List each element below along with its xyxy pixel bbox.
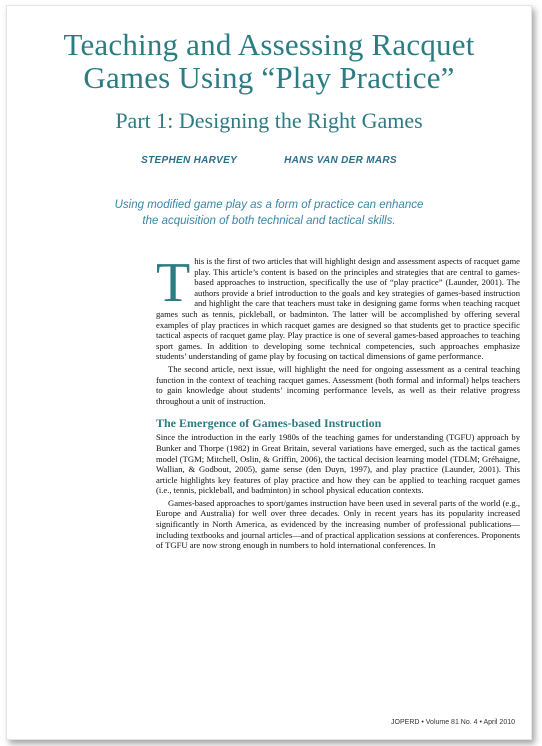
journal-footer: JOPERD • Volume 81 No. 4 • April 2010 xyxy=(391,719,515,726)
article-body xyxy=(156,252,520,551)
intro-paragraph xyxy=(156,252,520,362)
article-subtitle: Part 1: Designing the Right Games xyxy=(115,108,423,133)
deck-line-1: Using modified game play as a form of practice can enhance xyxy=(114,199,424,211)
body-paragraph: The second article, next issue, will highlight the need for ongoing assessment as a central teaching function in the context of teaching racquet games. Assessment (both formal and informal) helps teachers to gain knowledge about students’ incoming performance levels, as well as their relative progress throughout a unit of instruction. xyxy=(156,363,520,406)
paragraph-text: his is the first of two articles that will highlight design and assessment aspects of racquet game play. This article’s content is based on the principles and strategies that are central to games-based approaches to instruction, specifically the use of “play practice” (Launder, 2001). The authors provide a brief introduction to the goals and key strategies of games-based instruction and highlight the care that teachers must take in designing game forms when teaching racquet games such as tennis, pickleball, or badminton. The latter will be accomplished by offering several examples of play practices in which racquet games are designed so that students get to practice specific tactical aspects of racquet game play. Play practice is one of several games-based approaches to teaching sport games. In addition to developing some technical competencies, such approaches emphasize students’ understanding of game play by focusing on tactical dimensions of game performance. xyxy=(156,256,520,362)
article-title xyxy=(7,28,531,94)
title-line-1: Teaching and Assessing Racquet xyxy=(63,27,475,62)
author-byline xyxy=(7,155,531,166)
author-name: STEPHEN HARVEY xyxy=(141,155,238,166)
drop-cap: T xyxy=(156,252,191,314)
body-paragraph: Games-based approaches to sport/games instruction have been used in several parts of the world (e.g., Europe and Australia) for well over three decades. Only in recent years has its popularity increased significantly in North America, as evidenced by the increasing number of professional publications—including textbooks and journal articles—and of practical application sessions at conferences. Proponents of TGFU are now strong enough in numbers to hold international conferences. In xyxy=(156,497,520,551)
section-heading: The Emergence of Games-based Instruction xyxy=(156,416,382,431)
title-line-2: Games Using “Play Practice” xyxy=(83,60,455,95)
article-deck xyxy=(7,197,531,229)
deck-line-2: the acquisition of both technical and tactical skills. xyxy=(142,215,396,227)
author-name: HANS VAN DER MARS xyxy=(284,155,397,166)
body-paragraph: Since the introduction in the early 1980s of the teaching games for understanding (TGFU) approach by Bunker and Thorpe (1982) in Great Britain, several variations have emerged, such as the tactical games model (TGM; Mitchell, Oslin, & Griffin, 2006), the tactical decision learning model (TDLM; Gréhaigne, Wallian, & Godbout, 2005), game sense (den Duyn, 1997), and play practice (Launder, 2001). This article highlights key features of play practice and how they can be applied to teaching racquet games (i.e., tennis, pickleball, and badminton) in school physical education contexts. xyxy=(156,432,520,496)
article-page xyxy=(6,5,532,740)
